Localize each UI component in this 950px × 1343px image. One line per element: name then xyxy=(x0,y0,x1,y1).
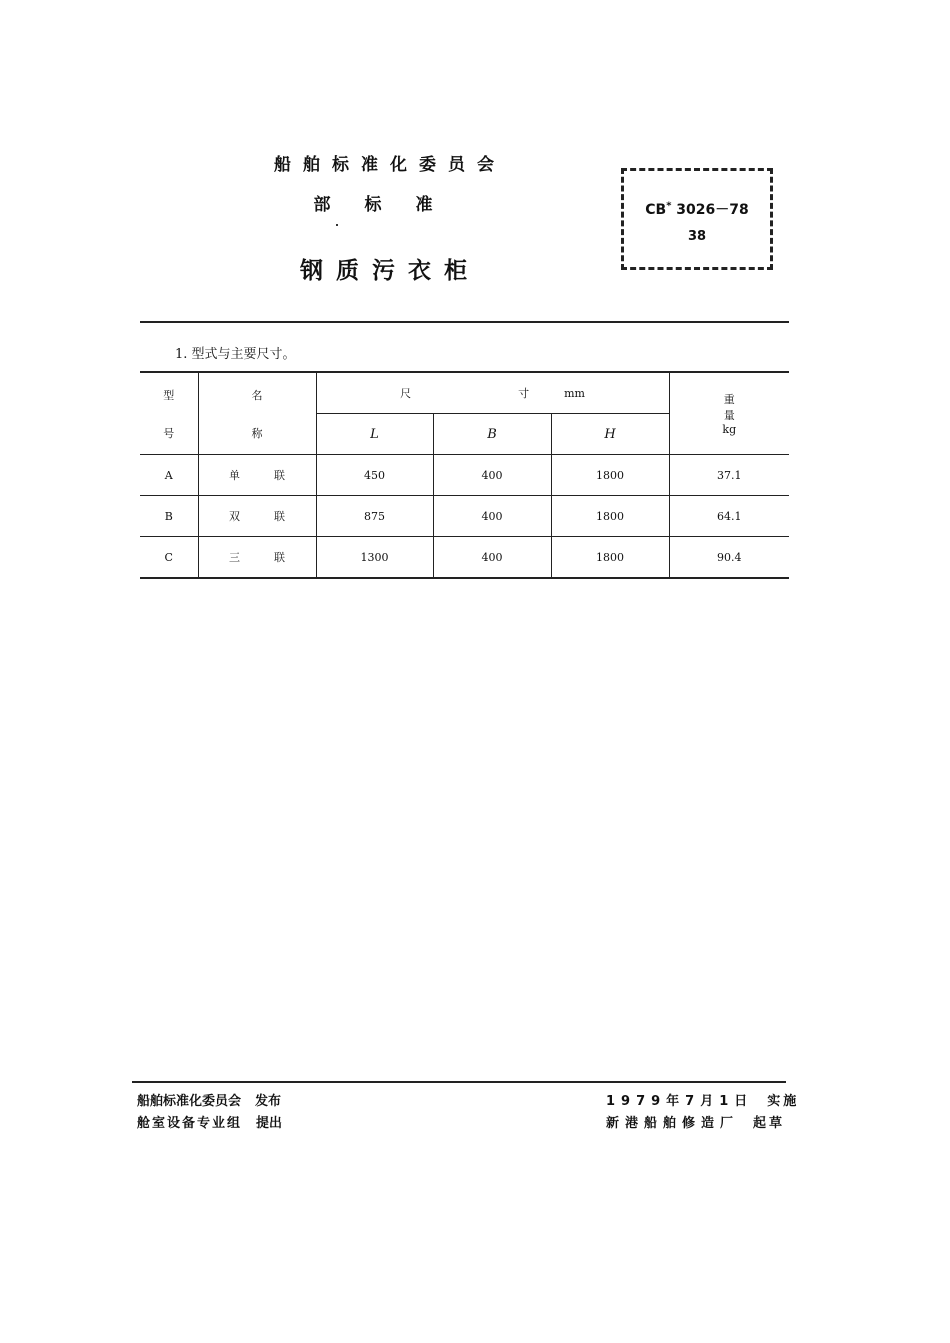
header-type: 型 号 xyxy=(140,372,198,455)
issuing-organization: 船舶标准化委员会 xyxy=(274,155,506,175)
cell-L: 875 xyxy=(316,496,433,537)
cell-type: A xyxy=(140,455,198,496)
table-row xyxy=(140,537,789,579)
cell-B: 400 xyxy=(433,455,551,496)
speck xyxy=(336,224,338,226)
cell-type: B xyxy=(140,496,198,537)
header-L: L xyxy=(316,414,433,455)
cell-name: 双 联 xyxy=(198,496,316,537)
footer-publisher: 船舶标准化委员会 发布 xyxy=(137,1094,282,1109)
header-H: H xyxy=(551,414,669,455)
header-B: B xyxy=(433,414,551,455)
cell-weight: 90.4 xyxy=(669,537,789,579)
page-title: 钢质污衣柜 xyxy=(300,258,480,284)
footer-effective-date: 1979年7月1日 实施 xyxy=(606,1094,800,1109)
cell-H: 1800 xyxy=(551,496,669,537)
cell-B: 400 xyxy=(433,537,551,579)
cell-weight: 64.1 xyxy=(669,496,789,537)
standard-code-box xyxy=(621,168,773,270)
header-divider xyxy=(140,321,789,323)
cell-H: 1800 xyxy=(551,537,669,579)
table-row xyxy=(140,455,789,496)
cell-name: 三 联 xyxy=(198,537,316,579)
cell-weight: 37.1 xyxy=(669,455,789,496)
dimensions-table xyxy=(140,371,789,579)
cell-type: C xyxy=(164,550,173,564)
cell-B: 400 xyxy=(433,496,551,537)
cell-H: 1800 xyxy=(551,455,669,496)
section-heading: 1. 型式与主要尺寸。 xyxy=(175,347,296,362)
cell-L: 1300 xyxy=(316,537,433,579)
footer-divider xyxy=(132,1081,786,1083)
header-dimensions: 尺 寸 mm xyxy=(316,372,669,414)
header-weight: 重 量 kg xyxy=(669,372,789,455)
header-name: 名 称 xyxy=(198,372,316,455)
cell-name: 单 联 xyxy=(198,455,316,496)
table-row xyxy=(140,496,789,537)
footer-drafter: 新港船舶修造厂 起草 xyxy=(606,1116,786,1131)
document-type: 部标准 xyxy=(313,195,467,215)
standard-code: CB* 3026－78 xyxy=(645,200,749,218)
footer-proposer: 舱室设备专业组 提出 xyxy=(137,1116,283,1131)
standard-sub-number: 38 xyxy=(687,229,707,244)
cell-L: 450 xyxy=(316,455,433,496)
